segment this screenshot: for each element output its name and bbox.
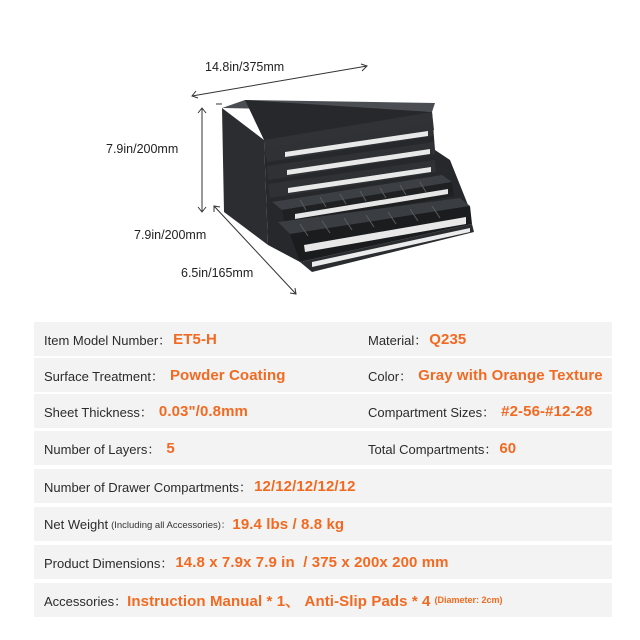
- drawer-comp-value: 12/12/12/12/12: [254, 477, 356, 495]
- compartment-sizes-value: #2-56-#12-28: [501, 402, 593, 420]
- spec-row-product-dimensions: [34, 545, 612, 579]
- spec-model: [44, 322, 217, 356]
- depth-closed-dimension: 7.9in/200mm: [134, 228, 207, 242]
- spec-row-surface-color: [34, 358, 612, 392]
- product-dims-label: Product Dimensions：: [44, 555, 174, 571]
- drawer-comp-label: Number of Drawer Compartments：: [44, 479, 253, 495]
- weight-note: (Including all Accessories)：: [111, 520, 231, 531]
- depth-open-dimension: 6.5in/165mm: [181, 266, 254, 280]
- surface-label: Surface Treatment：: [44, 368, 164, 384]
- compartment-sizes-label: Compartment Sizes：: [368, 404, 496, 420]
- material-label: Material：: [368, 332, 428, 348]
- total-label: Total Compartments：: [368, 441, 498, 457]
- layers-value: 5: [166, 439, 175, 457]
- color-value: Gray with Orange Texture: [418, 366, 603, 384]
- spec-compartment-sizes: [368, 394, 592, 428]
- spec-row-accessories: [34, 583, 612, 617]
- spec-row-weight: [34, 507, 612, 541]
- accessories-note: (Diameter: 2cm): [434, 595, 503, 605]
- model-value: ET5-H: [173, 330, 217, 348]
- product-figure: [0, 0, 640, 312]
- spec-layers: [44, 431, 175, 465]
- spec-accessories: [44, 583, 503, 617]
- accessories-value: Instruction Manual * 1、 Anti-Slip Pads * 4: [127, 592, 431, 610]
- layers-label: Number of Layers：: [44, 441, 161, 457]
- spec-drawer-compartments: [44, 469, 356, 503]
- model-label: Item Model Number：: [44, 332, 172, 348]
- spec-row-model-material: [34, 322, 612, 356]
- accessories-label: Accessories：: [44, 593, 128, 609]
- width-dimension: 14.8in/375mm: [205, 60, 285, 74]
- height-dimension: 7.9in/200mm: [106, 142, 179, 156]
- spec-row-layers: [34, 431, 326, 465]
- spec-product-dimensions: [44, 545, 449, 579]
- spec-surface: [44, 358, 286, 392]
- cabinet-illustration: [0, 0, 640, 312]
- product-dims-value: 14.8 x 7.9x 7.9 in / 375 x 200x 200 mm: [175, 553, 449, 571]
- weight-value: 19.4 lbs / 8.8 kg: [232, 515, 345, 533]
- spec-total: [368, 431, 516, 465]
- thickness-label: Sheet Thickness：: [44, 404, 153, 420]
- material-value: Q235: [429, 330, 467, 348]
- spec-material: [368, 322, 466, 356]
- spec-thickness: [44, 394, 248, 428]
- surface-value: Powder Coating: [169, 366, 286, 384]
- color-label: Color：: [368, 368, 413, 384]
- total-value: 60: [499, 439, 517, 457]
- spec-row-thickness-sizes: [34, 394, 612, 428]
- weight-label: Net Weight: [44, 516, 109, 532]
- spec-weight: [44, 507, 344, 541]
- spec-row-total: [326, 431, 612, 465]
- thickness-value: 0.03"/0.8mm: [158, 402, 248, 420]
- spec-row-drawer-compartments: [34, 469, 612, 503]
- spec-color: [368, 358, 603, 392]
